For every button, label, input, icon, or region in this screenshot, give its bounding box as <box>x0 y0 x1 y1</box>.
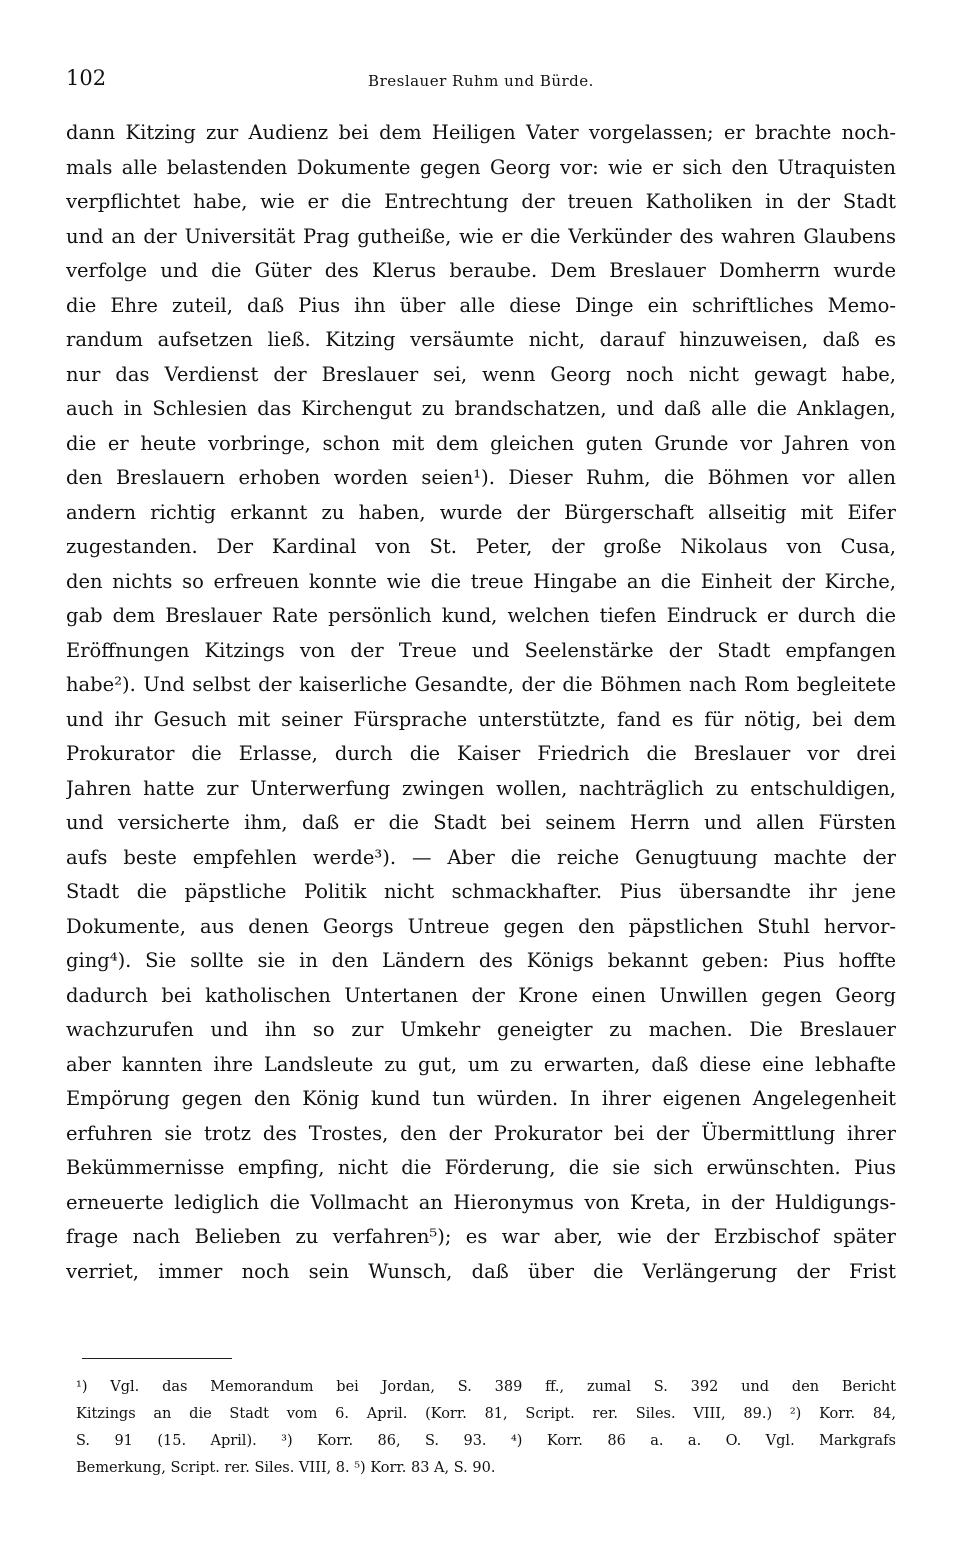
text-line: andern richtig erkannt zu haben, wurde der Bürgerschaft allseitig mit Eifer <box>66 500 896 524</box>
text-line: Empörung gegen den König kund tun würden. In ihrer eigenen Angelegenheit <box>66 1087 896 1110</box>
text-line: gab dem Breslauer Rate persönlich kund, welchen tiefen Eindruck er durch die <box>66 604 896 627</box>
text-line: Eröffnungen Kitzings von der Treue und Seelenstärke der Stadt empfangen <box>66 638 896 662</box>
footnote-line: Kitzings an die Stadt vom 6. April. (Korr. 81, Script. rer. Siles. VIII, 89.) ²) Korr. 84, <box>76 1406 896 1422</box>
text-line: und ihr Gesuch mit seiner Fürsprache unterstützte, fand es für nötig, bei dem <box>66 707 896 731</box>
footnote-line: Bemerkung, Script. rer. Siles. VIII, 8. ⁵) Korr. 83 A, S. 90. <box>76 1460 496 1476</box>
text-line: erneuerte lediglich die Vollmacht an Hieronymus von Kreta, in der Huldigungs- <box>66 1190 896 1214</box>
text-line: aufs beste empfehlen werde³). — Aber die reiche Genugtuung machte der <box>66 845 896 869</box>
text-line: Stadt die päpstliche Politik nicht schmackhafter. Pius übersandte ihr jene <box>66 880 896 903</box>
text-line: auch in Schlesien das Kirchengut zu brandschatzen, und daß alle die Anklagen, <box>66 397 896 420</box>
text-line: nur das Verdienst der Breslauer sei, wenn Georg noch nicht gewagt habe, <box>66 362 896 386</box>
footnote-line: ¹) Vgl. das Memorandum bei Jordan, S. 389 ff., zumal S. 392 und den Bericht <box>76 1379 896 1395</box>
text-line: verpflichtet habe, wie er die Entrechtung der treuen Katholiken in der Stadt <box>66 190 896 213</box>
text-line: dann Kitzing zur Audienz bei dem Heiligen Vater vorgelassen; er brachte noch- <box>66 121 896 144</box>
text-line: ging⁴). Sie sollte sie in den Ländern des Königs bekannt geben: Pius hoffte <box>66 949 896 972</box>
text-line: die Ehre zuteil, daß Pius ihn über alle diese Dinge ein schriftliches Memo- <box>66 293 896 317</box>
text-line: die er heute vorbringe, schon mit dem gleichen guten Grunde vor Jahren von <box>66 431 896 455</box>
text-line: dadurch bei katholischen Untertanen der Krone einen Unwillen gegen Georg <box>66 983 896 1007</box>
page-number: 102 <box>66 66 107 90</box>
text-line: Prokurator die Erlasse, durch die Kaiser Friedrich die Breslauer vor drei <box>66 742 896 765</box>
text-line: Dokumente, aus denen Georgs Untreue gegen den päpstlichen Stuhl hervor- <box>66 914 896 938</box>
text-line: und an der Universität Prag gutheiße, wie er die Verkünder des wahren Glaubens <box>66 224 896 248</box>
text-line: frage nach Belieben zu verfahren⁵); es war aber, wie der Erzbischof später <box>66 1225 896 1248</box>
text-line: wachzurufen und ihn so zur Umkehr geneigter zu machen. Die Breslauer <box>66 1018 896 1041</box>
text-line: erfuhren sie trotz des Trostes, den der Prokurator bei der Übermittlung ihrer <box>66 1121 896 1145</box>
text-line: mals alle belastenden Dokumente gegen Georg vor: wie er sich den Utraquisten <box>66 155 896 179</box>
main-text <box>66 116 896 1289</box>
text-line: aber kannten ihre Landsleute zu gut, um zu erwarten, daß diese eine lebhafte <box>66 1052 896 1076</box>
text-line: verfolge und die Güter des Klerus beraube. Dem Breslauer Domherrn wurde <box>66 259 896 282</box>
text-line: den nichts so erfreuen konnte wie die treue Hingabe an die Einheit der Kirche, <box>66 569 896 593</box>
text-line: Bekümmernisse empfing, nicht die Förderung, die sie sich erwünschten. Pius <box>66 1156 896 1179</box>
text-line: den Breslauern erhoben worden seien¹). Dieser Ruhm, die Böhmen vor allen <box>66 466 896 489</box>
footnote-divider <box>82 1358 232 1359</box>
footnotes <box>76 1374 896 1482</box>
text-line: habe²). Und selbst der kaiserliche Gesandte, der die Böhmen nach Rom begleitete <box>66 673 896 696</box>
text-line: verriet, immer noch sein Wunsch, daß über die Verlängerung der Frist <box>66 1259 896 1283</box>
text-line: zugestanden. Der Kardinal von St. Peter, der große Nikolaus von Cusa, <box>66 535 896 558</box>
page-header <box>66 66 896 96</box>
running-title: Breslauer Ruhm und Bürde. <box>368 72 594 90</box>
text-line: randum aufsetzen ließ. Kitzing versäumte nicht, darauf hinzuweisen, daß es <box>66 328 896 351</box>
footnote-line: S. 91 (15. April). ³) Korr. 86, S. 93. ⁴) Korr. 86 a. a. O. Vgl. Markgrafs <box>76 1433 896 1449</box>
text-line: und versicherte ihm, daß er die Stadt bei seinem Herrn und allen Fürsten <box>66 811 896 834</box>
text-line: Jahren hatte zur Unterwerfung zwingen wollen, nachträglich zu entschuldigen, <box>66 776 896 800</box>
